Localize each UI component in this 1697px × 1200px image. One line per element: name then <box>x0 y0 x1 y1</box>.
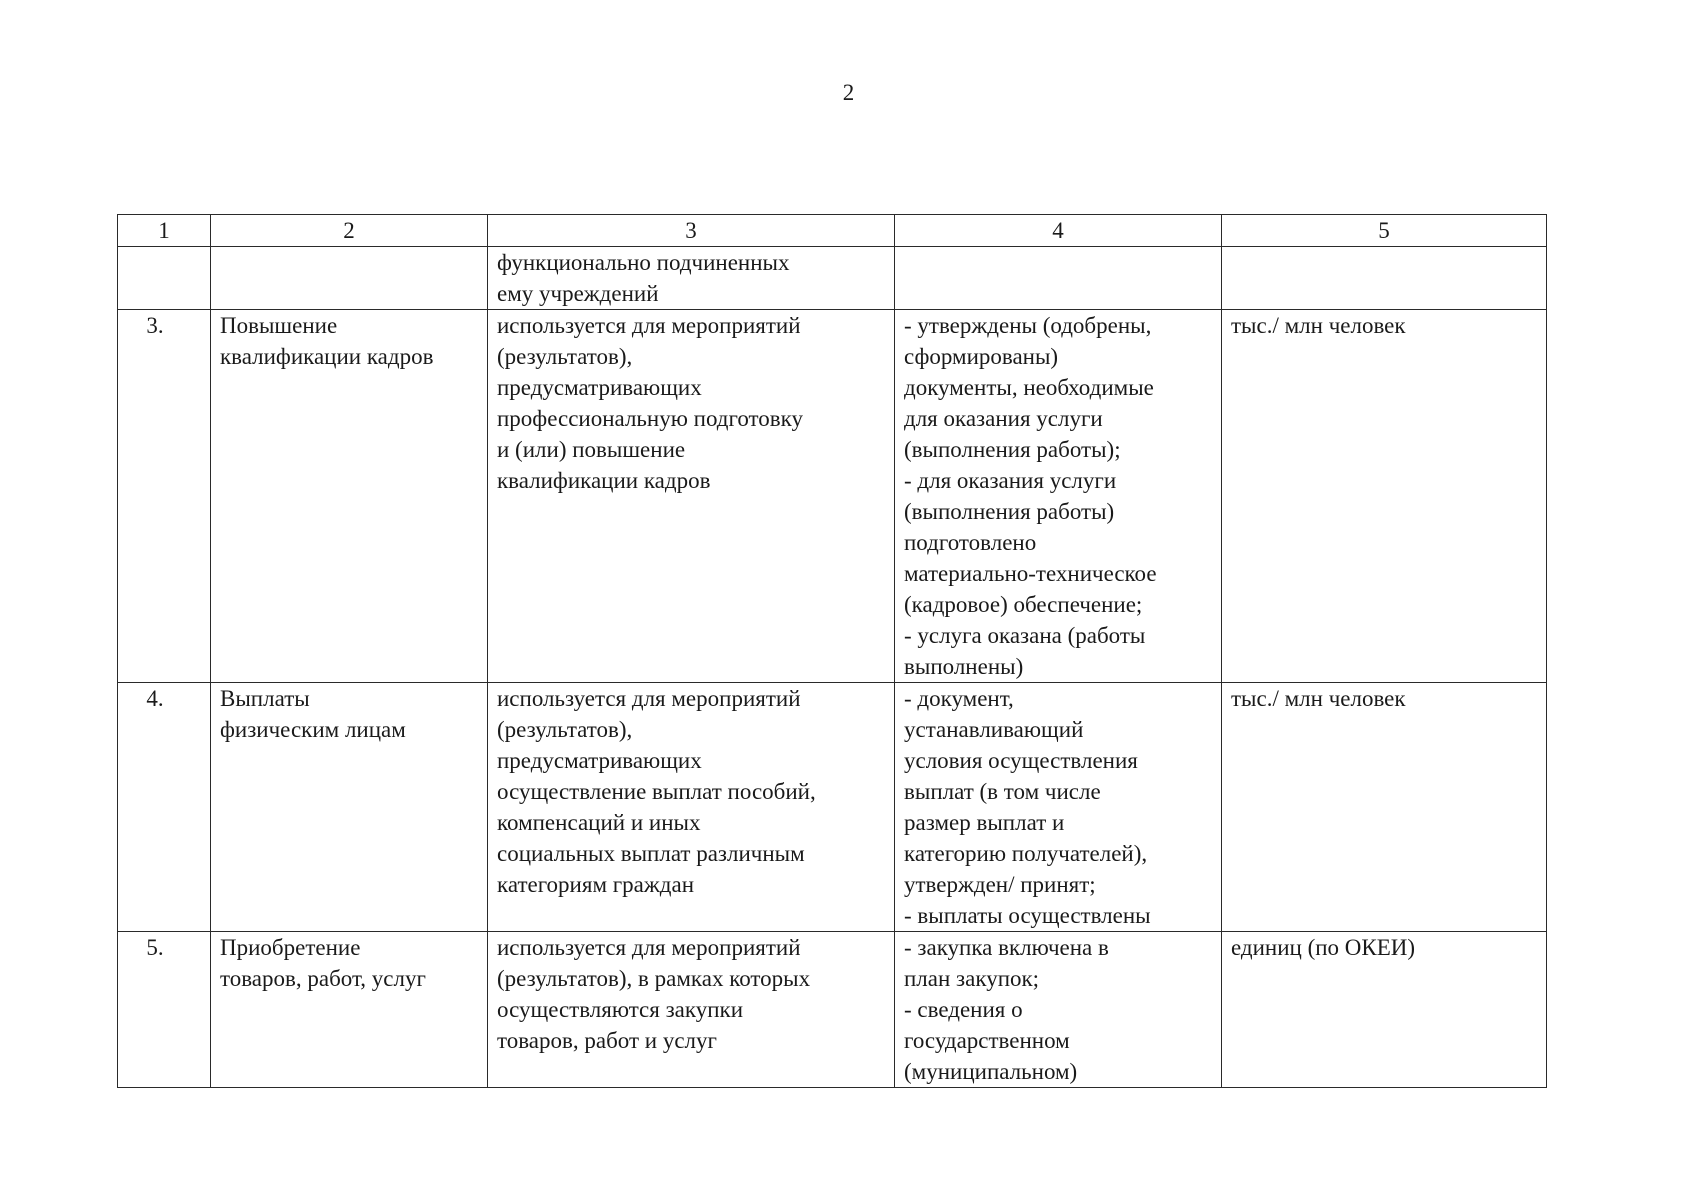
row-number-cell: 4. <box>118 683 211 932</box>
row-control-points-cell: - закупка включена в план закупок; - сведения о государственном (муниципальном) <box>895 932 1222 1088</box>
row-control-points-cell: - документ, устанавливающий условия осуществления выплат (в том числе размер выплат и категорию получателей), утвержден/ принят; - выплаты осуществлены <box>895 683 1222 932</box>
row-name-cell <box>211 247 488 310</box>
row-unit-cell <box>1222 247 1547 310</box>
row-number-cell <box>118 247 211 310</box>
row-number-cell: 3. <box>118 310 211 683</box>
row-unit-cell: тыс./ млн человек <box>1222 310 1547 683</box>
measures-table <box>117 214 1547 1088</box>
table-row <box>118 683 1547 932</box>
row-unit-cell: единиц (по ОКЕИ) <box>1222 932 1547 1088</box>
row-usage-cell: функционально подчиненных ему учреждений <box>488 247 895 310</box>
column-header-2: 2 <box>211 215 488 247</box>
table-header-row <box>118 215 1547 247</box>
row-name-cell: Приобретение товаров, работ, услуг <box>211 932 488 1088</box>
column-header-3: 3 <box>488 215 895 247</box>
table-row <box>118 247 1547 310</box>
row-usage-cell: используется для мероприятий (результатов), предусматривающих профессиональную подготовку и (или) повышение квалификации кадров <box>488 310 895 683</box>
row-name-cell: Повышение квалификации кадров <box>211 310 488 683</box>
row-control-points-cell: - утверждены (одобрены, сформированы) документы, необходимые для оказания услуги (выполнения работы); - для оказания услуги (выполнения работы) подготовлено материально-техническое (кадровое) обеспечение; - услуга оказана (работы выполнены) <box>895 310 1222 683</box>
row-control-points-cell <box>895 247 1222 310</box>
row-number-cell: 5. <box>118 932 211 1088</box>
column-header-5: 5 <box>1222 215 1547 247</box>
row-unit-cell: тыс./ млн человек <box>1222 683 1547 932</box>
page-number: 2 <box>842 80 855 105</box>
column-header-4: 4 <box>895 215 1222 247</box>
row-usage-cell: используется для мероприятий (результатов), предусматривающих осуществление выплат пособий, компенсаций и иных социальных выплат различным категориям граждан <box>488 683 895 932</box>
row-name-cell: Выплаты физическим лицам <box>211 683 488 932</box>
table-row <box>118 932 1547 1088</box>
row-usage-cell: используется для мероприятий (результатов), в рамках которых осуществляются закупки товаров, работ и услуг <box>488 932 895 1088</box>
table-row <box>118 310 1547 683</box>
column-header-1: 1 <box>118 215 211 247</box>
